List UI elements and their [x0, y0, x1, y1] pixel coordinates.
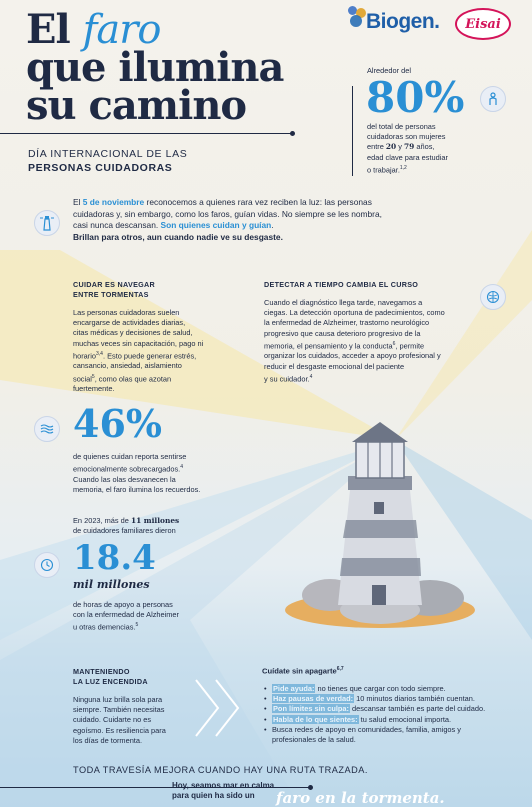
- stat80-rule: [352, 86, 353, 176]
- stat80-value: 80%: [366, 73, 465, 122]
- subtitle-line-2: PERSONAS CUIDADORAS: [28, 162, 173, 174]
- stat184-unit: mil millones: [73, 578, 150, 591]
- brain-icon: [480, 284, 506, 310]
- navegar-text: Las personas cuidadoras suelen encargarse de actividades diarias, citas médicas y decisiones de salud, muchas veces sin capacitación, pago ni horario$^{3,4}$. Esto puede generar estrés, cansancio, ansiedad, aislamiento social$^5$, como olas que azotan fuertemente.: [73, 308, 204, 394]
- closing-script: faro en la tormenta.: [276, 789, 445, 807]
- title-line-2: que ilumina: [26, 44, 284, 91]
- chevrons-icon: [192, 678, 248, 738]
- title-line-3: su camino: [26, 82, 247, 129]
- detectar-text: Cuando el diagnóstico llega tarde, navegamos a ciegas. La detección oportuna de padecimientos, como la enfermedad de Alzheimer, trastorno neurológico progresivo que causa deterioro progresivo de la memoria, el pensamiento y la conducta$^6$, permite organizar los cuidados, acceder a apoyo profesional y reducir el desgaste emocional del paciente y su cuidador.$^4$: [264, 298, 445, 384]
- lighthouse-icon: [34, 210, 60, 236]
- subtitle-line-1: DÍA INTERNACIONAL DE LAS: [28, 148, 188, 160]
- clock-icon: [34, 552, 60, 578]
- lighthouse-illustration: [270, 420, 490, 635]
- footer-line: TODA TRAVESÍA MEJORA CUANDO HAY UNA RUTA TRAZADA.: [73, 765, 368, 775]
- stat184-value: 18.4: [73, 538, 156, 578]
- person-icon: [480, 86, 506, 112]
- stat46-value: 46%: [73, 401, 162, 446]
- stat80-label: Alrededor del: [367, 66, 411, 75]
- stat46-text: de quienes cuidan reporta sentirse emocionalmente sobrecargados.$^4$ Cuando las olas desvanecen la memoria, el faro ilumina los recuerdos.: [73, 452, 201, 495]
- luz-title: MANTENIENDO LA LUZ ENCENDIDA: [73, 667, 148, 686]
- tip-item: • Pon límites sin culpa: descansar también es parte del cuidado.: [264, 704, 522, 714]
- closing-text: Hoy, seamos mar en calma para quien ha sido un: [172, 781, 275, 800]
- stat80-description: del total de personas cuidadoras son mujeres entre 20 y 79 años, edad clave para estudiar o trabajar.$^{1,2}$: [367, 122, 448, 175]
- rule-dot: [290, 131, 295, 136]
- stat184-intro: En 2023, más de 11 millones de cuidadores familiares dieron: [73, 516, 180, 536]
- biogen-logo: Biogen.: [346, 6, 438, 36]
- tips-title: Cuídate sin apagarte$^{6,7}$: [262, 666, 344, 676]
- detectar-title: DETECTAR A TIEMPO CAMBIA EL CURSO: [264, 280, 419, 289]
- tip-item: • Habla de lo que sientes: tu salud emocional importa.: [264, 715, 522, 725]
- eisai-logo: Eisai: [455, 8, 511, 40]
- title-line-1: El faro: [26, 6, 161, 53]
- tip-item-continued: profesionales de la salud.: [272, 735, 356, 745]
- waves-icon: [34, 416, 60, 442]
- intro-paragraph: El 5 de noviembre reconocemos a quienes rara vez reciben la luz: las personas cuidadoras y, sin embargo, como los faros, guían vidas. No siempre se les nombra, casi nunca descansan. Son quienes cuidan y guían. Brillan para otros, aun cuando nadie ve su desgaste.: [73, 197, 382, 243]
- tips-list: [264, 684, 522, 745]
- tip-item: • Haz pausas de verdad: 10 minutos diarios también cuentan.: [264, 694, 522, 704]
- tip-item: • Pide ayuda: no tienes que cargar con todo siempre.: [264, 684, 522, 694]
- tip-item: • Busca redes de apoyo en comunidades, familia, amigos y: [264, 725, 522, 735]
- navegar-title: CUIDAR ES NAVEGAR ENTRE TORMENTAS: [73, 280, 156, 299]
- stat184-text: de horas de apoyo a personas con la enfermedad de Alzheimer u otras demencias.$^5$: [73, 600, 179, 632]
- luz-text: Ninguna luz brilla sola para siempre. También necesitas cuidado. Cuidarte no es egoísmo. Es resiliencia para los días de tormenta.: [73, 695, 166, 745]
- header-rule: [0, 133, 292, 134]
